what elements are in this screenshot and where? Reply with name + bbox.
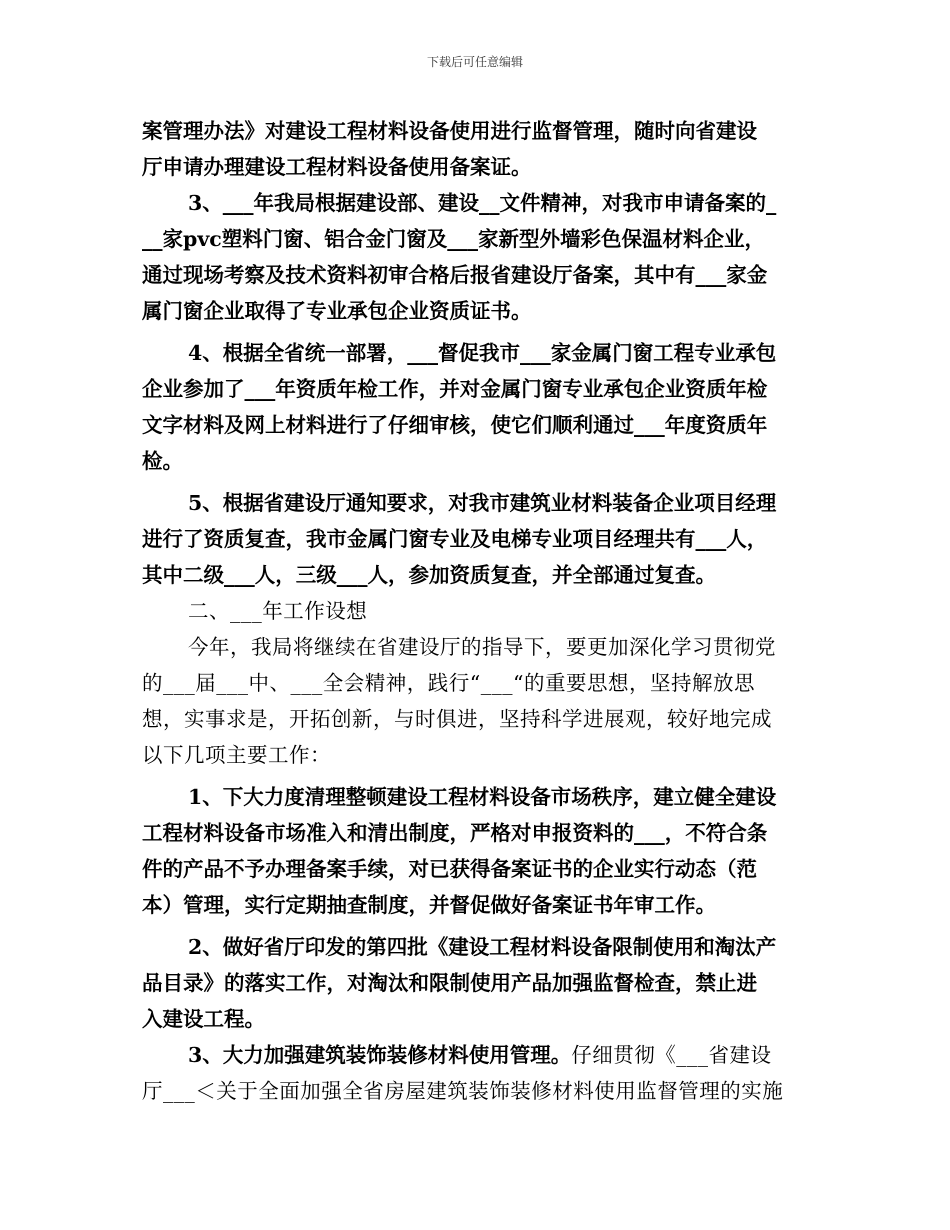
paragraph-line: 3、___年我局根据建设部、建设__文件精神，对我市申请备案的_	[188, 191, 777, 215]
paragraph-line: 本）管理，实行定期抽查制度，并督促做好备案证书年审工作。	[142, 893, 716, 917]
paragraph-line: 进行了资质复查，我市金属门窗专业及电梯专业项目经理共有___人，	[142, 527, 768, 551]
paragraph-line: 1、下大力度清理整顿建设工程材料设备市场秩序，建立健全建设	[188, 785, 777, 809]
paragraph-line: 入建设工程。	[142, 1007, 265, 1031]
paragraph-line: 厅申请办理建设工程材料设备使用备案证。	[142, 155, 532, 179]
paragraph-line: 4、根据全省统一部署，___督促我市___家金属门窗工程专业承包	[188, 341, 777, 365]
paragraph-line: 案管理办法》对建设工程材料设备使用进行监督管理，随时向省建设	[142, 119, 757, 143]
paragraph-line: 检。	[142, 449, 183, 473]
paragraph-line: 厅___＜关于全面加强全省房屋建筑装饰装修材料使用监督管理的实施	[142, 1079, 784, 1103]
paragraph-line: __家pvc塑料门窗、铝合金门窗及___家新型外墙彩色保温材料企业，	[142, 227, 765, 251]
paragraph-line: 件的产品不予办理备案手续，对已获得备案证书的企业实行动态（范	[142, 857, 757, 881]
paragraph-line: 属门窗企业取得了专业承包企业资质证书。	[142, 299, 532, 323]
paragraph-line: 以下几项主要工作：	[142, 743, 331, 767]
paragraph-line: 通过现场考察及技术资料初审合格后报省建设厅备案，其中有___家金	[142, 263, 768, 287]
paragraph-line-regular: 仔细贯彻《___省建设	[571, 1043, 772, 1067]
paragraph-line: 企业参加了___年资质年检工作，并对金属门窗专业承包企业资质年检	[142, 377, 768, 401]
paragraph-line: 品目录》的落实工作，对淘汰和限制使用产品加强监督检查，禁止进	[142, 971, 757, 995]
paragraph-line: 文字材料及网上材料进行了仔细审核，使它们顺利通过___年度资质年	[142, 413, 768, 437]
page-header: 下载后可任意编辑	[426, 55, 523, 69]
paragraph-line: 5、根据省建设厅通知要求，对我市建筑业材料装备企业项目经理	[188, 491, 777, 515]
paragraph-line-bold: 3、大力加强建筑装饰装修材料使用管理。	[188, 1043, 572, 1067]
paragraph-line: 今年，我局将继续在省建设厅的指导下，要更加深化学习贯彻党	[188, 635, 776, 659]
paragraph-line: 2、做好省厅印发的第四批《建设工程材料设备限制使用和淘汰产	[188, 935, 777, 959]
paragraph-line: 其中二级___人，三级___人，参加资质复查，并全部通过复查。	[142, 563, 716, 587]
paragraph-line: 工程材料设备市场准入和清出制度，严格对申报资料的___，不符合条	[142, 821, 768, 845]
paragraph-line: 想，实事求是，开拓创新，与时俱进，坚持科学进展观，较好地完成	[142, 707, 772, 731]
paragraph-line: 的___届___中、___全会精神，践行“___“的重要思想，坚持解放思	[142, 671, 755, 695]
paragraph-line	[188, 1041, 858, 1069]
section-heading: 二、___年工作设想	[188, 599, 368, 623]
